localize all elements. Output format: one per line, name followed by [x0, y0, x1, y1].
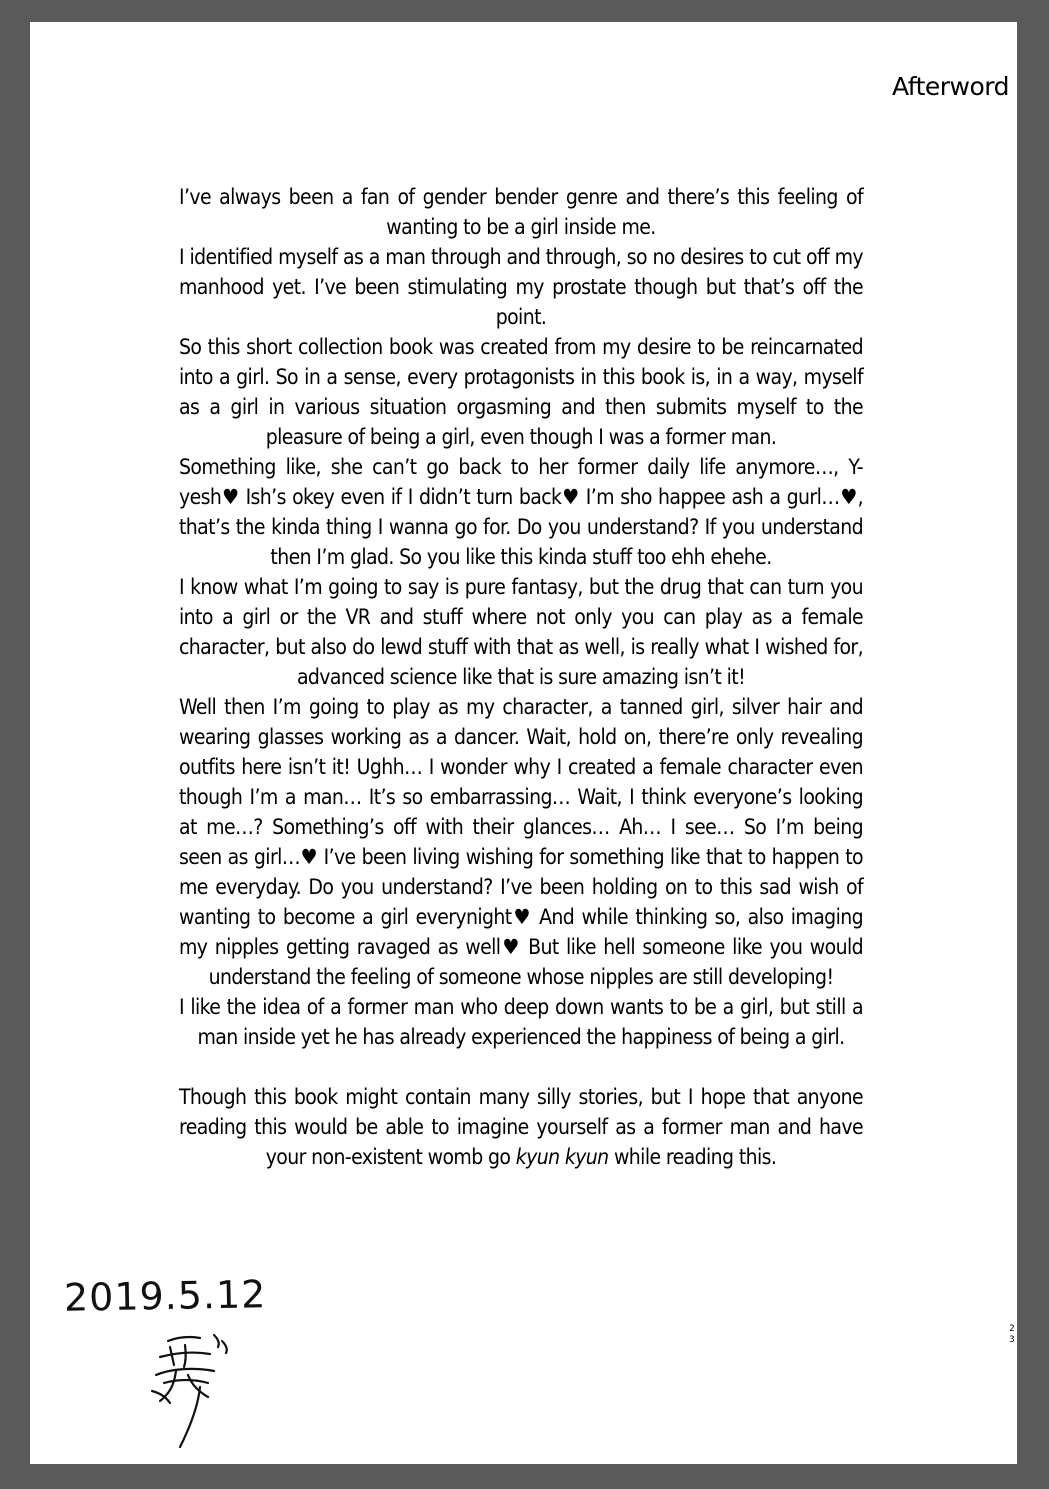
closing-text-end: while reading this.	[608, 1145, 777, 1169]
paragraph-6: Well then I’m going to play as my character, a tanned girl, silver hair and wearing glasses working as a dancer. Wait, hold on, there’re only revealing outfits here isn’t it! Ughh… I wonder why I created a female character even though I’m a man… It’s so embarrassing… Wait, I think everyone’s looking at me…? Something’s off with their glances… Ah… I see… So I’m being seen as girl…♥ I’ve been living wishing for something like that to happen to me everyday. Do you understand? I’ve been holding on to this sad wish of wanting to become a girl everynight♥ And while thinking so, also imaging my nipples getting ravaged as well♥ But like hell someone like you would understand the feeling of someone whose nipples are still developing!	[179, 695, 863, 989]
page-number-digit-1: 2	[1009, 1324, 1015, 1334]
handwritten-date: 2019.5.12	[63, 1272, 267, 1320]
page-number	[1007, 1324, 1017, 1346]
afterword-body	[179, 182, 863, 1172]
book-page	[30, 22, 1017, 1464]
paragraph-5: I know what I’m going to say is pure fantasy, but the drug that can turn you into a girl or the VR and stuff where not only you can play as a female character, but also do lewd stuff with that as well, is really what I wished for, advanced science like that is sure amazing isn’t it!	[179, 575, 863, 689]
paragraph-3: So this short collection book was created from my desire to be reincarnated into a girl. So in a sense, every protagonists in this book is, in a way, myself as a girl in various situation orgasming and then submits myself to the pleasure of being a girl, even though I was a former man.	[179, 335, 863, 449]
closing-text-start: Though this book might contain many silly stories, but I hope that anyone reading this would be able to imagine yourself as a former man and have your non-existent womb go	[179, 1085, 863, 1169]
paragraph-4: Something like, she can’t go back to her former daily life anymore…, Y-yesh♥ Ish’s okey even if I didn’t turn back♥ I’m sho happee ash a gurl…♥, that’s the kinda thing I wanna go for. Do you understand? If you understand then I’m glad. So you like this kinda stuff too ehh ehehe.	[179, 455, 863, 569]
page-title: Afterword	[892, 72, 1009, 101]
closing-paragraph	[179, 1082, 863, 1172]
paragraph-7: I like the idea of a former man who deep down wants to be a girl, but still a man inside yet he has already experienced the happiness of being a girl.	[179, 995, 863, 1049]
page-number-digit-2: 3	[1009, 1335, 1015, 1345]
paragraph-2: I identified myself as a man through and through, so no desires to cut off my manhood yet. I’ve been stimulating my prostate though but that’s off the point.	[179, 245, 863, 329]
closing-emphasis: kyun kyun	[515, 1145, 609, 1169]
author-signature	[130, 1327, 250, 1462]
paragraph-1: I’ve always been a fan of gender bender genre and there’s this feeling of wanting to be a girl inside me.	[179, 185, 863, 239]
